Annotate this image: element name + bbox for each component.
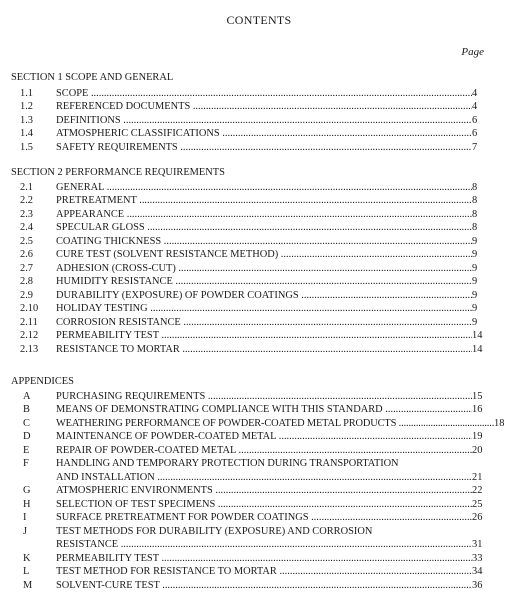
entry-number: E: [23, 445, 30, 456]
entry-label: DEFINITIONS .....: [56, 116, 472, 126]
entry-page: 9: [472, 290, 478, 301]
entry-label: PERMEABILITY TEST .....: [56, 554, 472, 564]
toc-entry[interactable]: [0, 432, 518, 445]
entry-page: 4: [472, 101, 478, 112]
toc-entry[interactable]: [0, 210, 518, 223]
toc-entry[interactable]: [0, 196, 518, 209]
entry-number: 2.3: [20, 209, 33, 220]
entry-label: PERMEABILITY TEST .....: [56, 331, 472, 341]
entry-number: I: [23, 512, 27, 523]
entry-page: 21: [472, 472, 483, 483]
toc-entry[interactable]: [0, 264, 518, 277]
entry-number: 2.2: [20, 195, 33, 206]
toc-entry[interactable]: [0, 513, 518, 526]
toc-entry[interactable]: [0, 183, 518, 196]
toc-entry[interactable]: [0, 527, 518, 540]
entry-page: 34: [472, 566, 483, 577]
entry-label-continued: AND INSTALLATION .....: [56, 473, 472, 483]
toc-entry[interactable]: [0, 581, 518, 594]
entry-number: 1.2: [20, 101, 33, 112]
entry-number: 2.9: [20, 290, 33, 301]
toc-entry[interactable]: [0, 129, 518, 142]
entry-page: 15: [472, 391, 483, 402]
entry-number: 2.8: [20, 276, 33, 287]
entry-number: 1.3: [20, 115, 33, 126]
entry-page: 18: [494, 418, 505, 429]
entry-page: 16: [472, 404, 483, 415]
entry-label: DURABILITY (EXPOSURE) OF POWDER COATINGS .....: [56, 291, 472, 301]
toc-entry[interactable]: [0, 143, 518, 156]
entry-page: 22: [472, 485, 483, 496]
section-heading: SECTION 2 PERFORMANCE REQUIREMENTS: [11, 167, 225, 178]
toc-entry-continuation[interactable]: [0, 540, 518, 553]
entry-page: 8: [472, 222, 478, 233]
entry-number: K: [23, 553, 31, 564]
entry-label: SAFETY REQUIREMENTS .....: [56, 143, 472, 153]
entry-page: 9: [472, 276, 478, 287]
toc-entry[interactable]: [0, 419, 518, 432]
entry-page: 19: [472, 431, 483, 442]
entry-label: PURCHASING REQUIREMENTS .....: [56, 392, 472, 402]
toc-entry-continuation[interactable]: [0, 473, 518, 486]
entry-number: G: [23, 485, 31, 496]
entry-number: M: [23, 580, 33, 591]
entry-page: 9: [472, 249, 478, 260]
entry-page: 7: [472, 142, 478, 153]
section-heading: APPENDICES: [11, 376, 74, 387]
entry-label: COATING THICKNESS .....: [56, 237, 472, 247]
entry-number: 2.13: [20, 344, 39, 355]
entry-number: J: [23, 526, 28, 537]
entry-number: 1.4: [20, 128, 33, 139]
section-heading: SECTION 1 SCOPE AND GENERAL: [11, 72, 174, 83]
toc-entry[interactable]: [0, 89, 518, 102]
entry-page: 20: [472, 445, 483, 456]
entry-label: SELECTION OF TEST SPECIMENS .....: [56, 500, 472, 510]
toc-entry[interactable]: [0, 331, 518, 344]
entry-page: 36: [472, 580, 483, 591]
entry-page: 9: [472, 263, 478, 274]
page-column-header: Page: [461, 46, 484, 58]
entry-label: SPECULAR GLOSS .....: [56, 223, 472, 233]
toc-entry[interactable]: [0, 392, 518, 405]
entry-number: L: [23, 566, 30, 577]
toc-entry[interactable]: [0, 567, 518, 580]
entry-number: 2.6: [20, 249, 33, 260]
entry-label: CORROSION RESISTANCE .....: [56, 318, 472, 328]
entry-page: 26: [472, 512, 483, 523]
toc-entry[interactable]: [0, 318, 518, 331]
entry-label: WEATHERING PERFORMANCE OF POWDER-COATED METAL PRODUCTS .....: [56, 419, 494, 429]
entry-label: REPAIR OF POWDER-COATED METAL .....: [56, 446, 472, 456]
toc-entry[interactable]: [0, 500, 518, 513]
entry-number: 2.4: [20, 222, 33, 233]
entry-page: 8: [472, 209, 478, 220]
toc-entry[interactable]: [0, 250, 518, 263]
entry-page: 6: [472, 115, 478, 126]
entry-label: ATMOSPHERIC CLASSIFICATIONS .....: [56, 129, 472, 139]
entry-label-continued: RESISTANCE .....: [56, 540, 472, 550]
entry-label: HOLIDAY TESTING .....: [56, 304, 472, 314]
entry-page: 9: [472, 317, 478, 328]
entry-number: A: [23, 391, 31, 402]
toc-entry[interactable]: [0, 277, 518, 290]
entry-page: 14: [472, 344, 483, 355]
toc-entry[interactable]: [0, 304, 518, 317]
entry-number: 2.11: [20, 317, 38, 328]
entry-page: 33: [472, 553, 483, 564]
toc-entry[interactable]: [0, 291, 518, 304]
entry-page: 8: [472, 195, 478, 206]
entry-number: 1.1: [20, 88, 33, 99]
entry-label: PRETREATMENT .....: [56, 196, 472, 206]
entry-number: 2.12: [20, 330, 39, 341]
entry-label: MEANS OF DEMONSTRATING COMPLIANCE WITH THIS STANDARD .....: [56, 405, 472, 415]
toc-entry[interactable]: [0, 237, 518, 250]
entry-number: 2.10: [20, 303, 39, 314]
entry-label: RESISTANCE TO MORTAR .....: [56, 345, 472, 355]
entry-label: SOLVENT-CURE TEST .....: [56, 581, 472, 591]
entry-label: REFERENCED DOCUMENTS .....: [56, 102, 472, 112]
entry-number: 2.1: [20, 182, 33, 193]
toc-entry[interactable]: [0, 459, 518, 472]
entry-label: TEST METHOD FOR RESISTANCE TO MORTAR .....: [56, 567, 472, 577]
entry-label: MAINTENANCE OF POWDER-COATED METAL .....: [56, 432, 472, 442]
entry-page: 4: [472, 88, 478, 99]
toc-entry[interactable]: [0, 102, 518, 115]
entry-number: 2.7: [20, 263, 33, 274]
entry-page: 6: [472, 128, 478, 139]
entry-label: GENERAL .....: [56, 183, 472, 193]
page-title: CONTENTS: [226, 13, 292, 27]
entry-label: SCOPE .....: [56, 89, 472, 99]
entry-label: APPEARANCE .....: [56, 210, 472, 220]
entry-label: ATMOSPHERIC ENVIRONMENTS .....: [56, 486, 472, 496]
toc-entry[interactable]: [0, 554, 518, 567]
entry-page: 8: [472, 182, 478, 193]
entry-number: H: [23, 499, 31, 510]
entry-label: TEST METHODS FOR DURABILITY (EXPOSURE) AND CORROSION: [56, 526, 373, 537]
entry-page: 25: [472, 499, 483, 510]
toc-entry[interactable]: [0, 405, 518, 418]
entry-number: F: [23, 458, 29, 469]
entry-number: D: [23, 431, 31, 442]
entry-label: HUMIDITY RESISTANCE .....: [56, 277, 472, 287]
entry-number: B: [23, 404, 30, 415]
entry-page: 14: [472, 330, 483, 341]
entry-page: 31: [472, 539, 483, 550]
entry-label: HANDLING AND TEMPORARY PROTECTION DURING TRANSPORTATION: [56, 458, 399, 469]
entry-number: C: [23, 418, 30, 429]
entry-page: 9: [472, 303, 478, 314]
entry-number: 1.5: [20, 142, 33, 153]
toc-entry[interactable]: [0, 116, 518, 129]
entry-label: ADHESION (CROSS-CUT) .....: [56, 264, 472, 274]
entry-page: 9: [472, 236, 478, 247]
toc-entry[interactable]: [0, 486, 518, 499]
entry-label: SURFACE PRETREATMENT FOR POWDER COATINGS .....: [56, 513, 472, 523]
toc-entry[interactable]: [0, 223, 518, 236]
toc-entry[interactable]: [0, 345, 518, 358]
entry-label: CURE TEST (SOLVENT RESISTANCE METHOD) .....: [56, 250, 472, 260]
entry-number: 2.5: [20, 236, 33, 247]
